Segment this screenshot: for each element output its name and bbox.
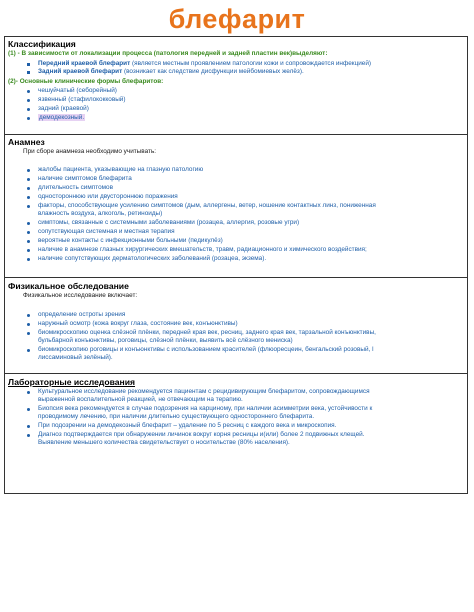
exam-item-continuation: бульбарной конъюнктивы, роговицы, слёзной плёнки, выявить всё слёзного мениска) [38, 337, 293, 344]
bullet-icon [27, 90, 30, 93]
form-item: чешуйчатый (себорейный) [38, 87, 117, 94]
bullet-icon [27, 249, 30, 252]
classification-heading: Классификация [8, 39, 76, 49]
exam-item: биомикроскопию роговицы и конъюнктивы с использованием красителей (флюоресцеин, бенгальский розовый, l [38, 346, 374, 353]
anamnesis-item: наличие в анамнезе глазных хирургических вмешательств, травм, радиационного и химического воздействия; [38, 246, 367, 253]
bullet-icon [27, 196, 30, 199]
bullet-icon [27, 349, 30, 352]
exam-intro: Физикальное исследование включает: [23, 292, 138, 299]
bullet-icon [27, 425, 30, 428]
bullet-icon [27, 99, 30, 102]
lab-item: Биопсия века рекомендуется в случае подозрения на карциному, при наличии асимметрии века, устойчивости к [38, 405, 373, 412]
back-blepharitis-item: Задний краевой блефарит (возникает как следствие дисфункции мейбомиевых желёз). [38, 68, 304, 75]
form-item: демодекозный. [39, 114, 85, 121]
form-item: задний (краевой) [38, 105, 89, 112]
lab-item-continuation: Выявление меньшего количества свидетельствует о носительстве (80% населения). [38, 439, 290, 446]
exam-heading: Физикальное обследование [8, 281, 129, 291]
anamnesis-item: симптомы, связанные с системными заболеваниями (розацеа, аллергия, розовые угри) [38, 219, 300, 226]
exam-item: биомикроскопию оценка слёзной плёнки, передней края век, ресниц, заднего края век, тарзальной конъюнктивы, [38, 329, 376, 336]
lab-item: Культуральное исследование рекомендуется пациентам с рецидивирующим блефаритом, сопровождающимся [38, 388, 370, 395]
bullet-icon [27, 63, 30, 66]
bullet-icon [27, 205, 30, 208]
anamnesis-item: наличие сопутствующих дерматологических заболеваний (розацеа, экзема). [38, 255, 267, 262]
bullet-icon [27, 323, 30, 326]
bullet-icon [27, 332, 30, 335]
bullet-icon [27, 108, 30, 111]
content-table [4, 36, 468, 494]
lab-item: Диагноз подтверждается при обнаружении личинок вокруг корня ресницы и(или) более 2 подвижных клещей. [38, 431, 365, 438]
form-item: язвенный (стафилококковый) [38, 96, 126, 103]
bullet-icon [27, 408, 30, 411]
anamnesis-item: жалобы пациента, указывающие на глазную патологию [38, 166, 204, 173]
bullet-icon [27, 258, 30, 261]
bullet-icon [27, 222, 30, 225]
anamnesis-item: факторы, способствующие усилению симптомов (дым, аллергены, ветер, ношение контактных линз, пониженная [38, 202, 376, 209]
classification-line-1: (1) - В зависимости от локализации процесса (патология передней и задней пластин век)выделяют: [8, 50, 328, 57]
anamnesis-heading: Анамнез [8, 137, 45, 147]
bullet-icon [27, 314, 30, 317]
lab-item: При подозрении на демодекозный блефарит – удаление по 5 ресниц с каждого века и микроскопия. [38, 422, 337, 429]
lab-item-continuation: выраженной воспалительной реакцией, не отвечающим на терапию. [38, 396, 243, 403]
front-blepharitis-item: Передний краевой блефарит (является местным проявлением патологии кожи и сопровождается инфекцией) [38, 60, 372, 67]
lab-section [5, 373, 467, 494]
anamnesis-intro: При сборе анамнеза необходимо учитывать: [23, 148, 157, 155]
exam-item: наружный осмотр (кожа вокруг глаза, состояние век, конъюнктивы) [38, 320, 238, 327]
bullet-icon [27, 231, 30, 234]
anamnesis-item: одностороннюю или двустороннюю поражения [38, 193, 178, 200]
lab-heading: Лабораторные исследования [8, 377, 136, 387]
anamnesis-section [5, 134, 467, 277]
bullet-icon [27, 434, 30, 437]
anamnesis-item-continuation: влажность воздуха, алкоголь, ретиноиды) [38, 210, 163, 217]
bullet-icon [27, 169, 30, 172]
bullet-icon [27, 117, 30, 120]
bullet-icon [27, 71, 30, 74]
exam-item-continuation: лиссаминовый зелёный). [38, 354, 113, 361]
bullet-icon [27, 391, 30, 394]
anamnesis-item: вероятные контакты с инфекционными больными (педикулёз) [38, 237, 223, 244]
bullet-icon [27, 178, 30, 181]
anamnesis-item: длительность симптомов [38, 184, 113, 191]
anamnesis-item: наличие симптомов блефарита [38, 175, 132, 182]
anamnesis-item: сопутствующая системная и местная терапия [38, 228, 175, 235]
bullet-icon [27, 187, 30, 190]
exam-item: определение остроты зрения [38, 311, 126, 318]
page-title: блефарит [168, 4, 306, 34]
classification-line-2: (2)- Основные клинические формы блефаритов: [8, 78, 164, 85]
classification-section [5, 37, 467, 133]
lab-item-continuation: проводимому лечению, при наличии длительно существующего одностороннего блефарита. [38, 413, 315, 420]
bullet-icon [27, 240, 30, 243]
exam-section [5, 277, 467, 373]
